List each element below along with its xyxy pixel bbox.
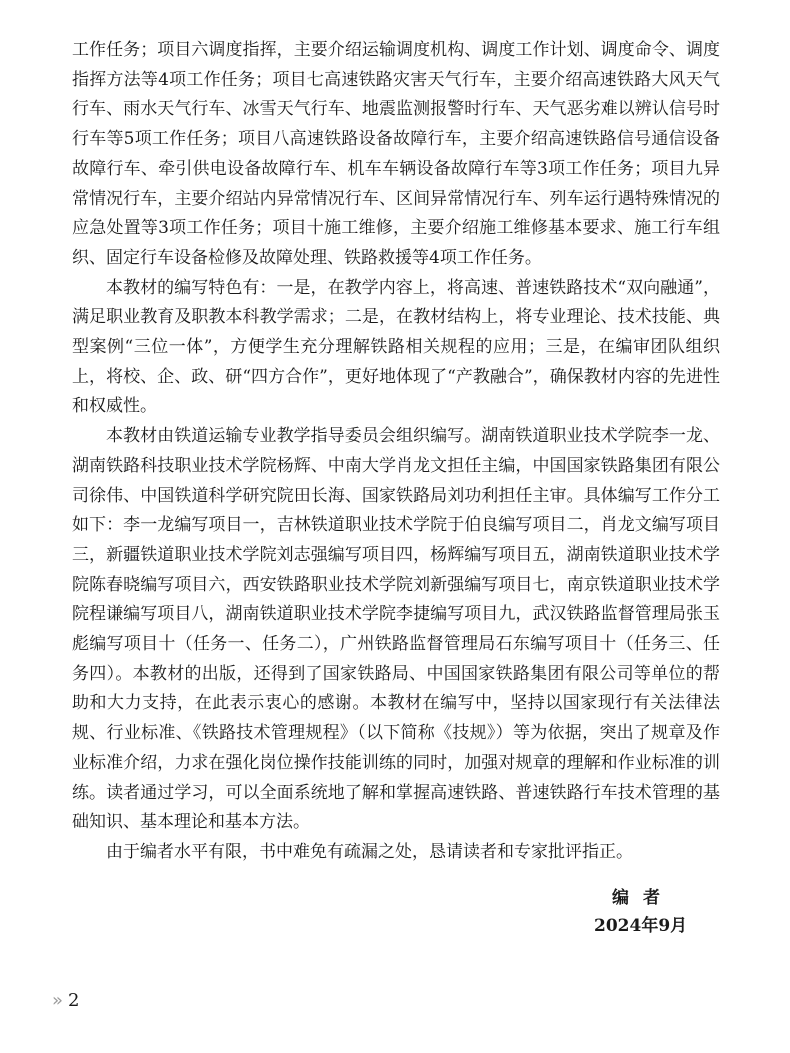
signature-block bbox=[560, 884, 720, 940]
signature-date: 2024年9月 bbox=[594, 916, 688, 936]
paragraph-closing: 由于编者水平有限，书中难免有疏漏之处，恳请读者和专家批评指正。 bbox=[106, 841, 633, 862]
body-text bbox=[72, 36, 720, 868]
signature-author: 编者 bbox=[612, 888, 674, 908]
paragraph-authors: 本教材由铁道运输专业教学指导委员会组织编写。湖南铁道职业技术学院李一龙、湖南铁路科技职业技术学院杨辉、中南大学肖龙文担任主编，中国国家铁路集团有限公司徐伟、中国铁道科学研究院田长海、国家铁路局刘功利担任主审。具体编写工作分工如下：李一龙编写项目一，吉林铁道职业技术学院于伯良编写项目二，肖龙文编写项目三，新疆铁道职业技术学院刘志强编写项目四，杨辉编写项目五，湖南铁道职业技术学院陈春晓编写项目六，西安铁路职业技术学院刘新强编写项目七，南京铁道职业技术学院程谦编写项目八，湖南铁道职业技术学院李捷编写项目九，武汉铁路监督管理局张玉彪编写项目十（任务一、任务二），广州铁路监督管理局石东编写项目十（任务三、任务四）。本教材的出版，还得到了国家铁路局、中国国家铁路集团有限公司等单位的帮助和大力支持，在此表示衷心的感谢。本教材在编写中，坚持以国家现行有关法律法规、行业标准、《铁路技术管理规程》（以下简称《技规》）等为依据，突出了规章及作业标准介绍，力求在强化岗位操作技能训练的同时，加强对规章的理解和作业标准的训练。读者通过学习，可以全面系统地了解和掌握高速铁路、普速铁路行车技术管理的基础知识、基本理论和基本方法。 bbox=[72, 426, 720, 833]
paragraph-features: 本教材的编写特色有：一是，在教学内容上，将高速、普速铁路技术“双向融通”，满足职业教育及职教本科教学需求；二是，在教材结构上，将专业理论、技术技能、典型案例“三位一体”，方便学生充分理解铁路相关规程的应用；三是，在编审团队组织上，将校、企、政、研“四方合作”，更好地体现了“产教融合”，确保教材内容的先进性和权威性。 bbox=[72, 277, 720, 417]
paragraph-continuation: 工作任务；项目六调度指挥，主要介绍运输调度机构、调度工作计划、调度命令、调度指挥方法等4项工作任务；项目七高速铁路灾害天气行车，主要介绍高速铁路大风天气行车、雨水天气行车、冰雪天气行车、地震监测报警时行车、天气恶劣难以辨认信号时行车等5项工作任务；项目八高速铁路设备故障行车，主要介绍高速铁路信号通信设备故障行车、牵引供电设备故障行车、机车车辆设备故障行车等3项工作任务；项目九异常情况行车，主要介绍站内异常情况行车、区间异常情况行车、列车运行遇特殊情况的应急处置等3项工作任务；项目十施工维修，主要介绍施工维修基本要求、施工行车组织、固定行车设备检修及故障处理、铁路救援等4项工作任务。 bbox=[72, 40, 720, 268]
page-footer bbox=[52, 990, 79, 1012]
chevron-double-right-icon: » bbox=[52, 990, 61, 1011]
page-number: 2 bbox=[68, 990, 80, 1011]
